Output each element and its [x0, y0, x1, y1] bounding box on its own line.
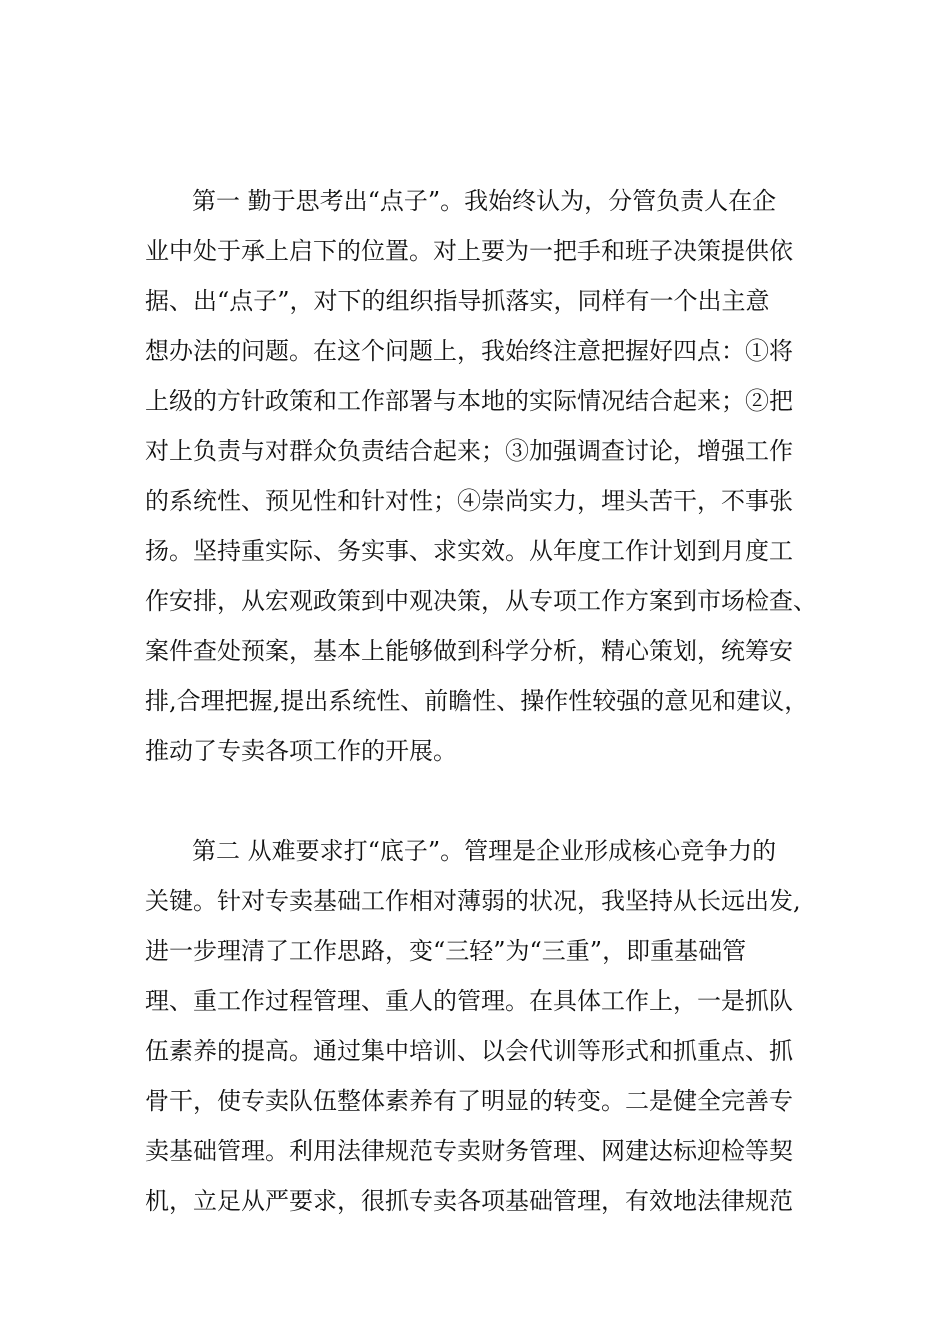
text-line: 排,合理把握,提出系统性、前瞻性、操作性较强的意见和建议，	[145, 687, 809, 715]
text-line: 第二 从难要求打“底子”。管理是企业形成核心竞争力的	[192, 837, 777, 865]
text-line: 想办法的问题。在这个问题上，我始终注意把握好四点：①将	[145, 337, 793, 365]
text-line: 据、出“点子”，对下的组织指导抓落实，同样有一个出主意	[145, 287, 770, 315]
text-line: 骨干，使专卖队伍整体素养有了明显的转变。二是健全完善专	[145, 1087, 793, 1115]
text-line: 上级的方针政策和工作部署与本地的实际情况结合起来；②把	[145, 387, 793, 415]
text-line: 的系统性、预见性和针对性；④崇尚实力，埋头苦干，不事张	[145, 487, 793, 515]
text-line: 卖基础管理。利用法律规范专卖财务管理、网建达标迎检等契	[145, 1137, 793, 1165]
text-line: 案件查处预案，基本上能够做到科学分析，精心策划，统筹安	[145, 637, 793, 665]
text-line: 扬。坚持重实际、务实事、求实效。从年度工作计划到月度工	[145, 537, 793, 565]
text-line: 伍素养的提高。通过集中培训、以会代训等形式和抓重点、抓	[145, 1037, 793, 1065]
text-line: 机，立足从严要求，很抓专卖各项基础管理，有效地法律规范	[145, 1187, 793, 1215]
text-line: 推动了专卖各项工作的开展。	[145, 737, 457, 765]
text-line: 进一步理清了工作思路，变“三轻”为“三重”，即重基础管	[145, 937, 747, 965]
text-line: 关键。针对专卖基础工作相对薄弱的状况，我坚持从长远出发,	[145, 887, 801, 915]
text-line: 理、重工作过程管理、重人的管理。在具体工作上，一是抓队	[145, 987, 793, 1015]
text-line: 作安排，从宏观政策到中观决策，从专项工作方案到市场检查、	[145, 587, 817, 615]
text-line: 业中处于承上启下的位置。对上要为一把手和班子决策提供依	[145, 237, 793, 265]
text-line: 对上负责与对群众负责结合起来；③加强调查讨论，增强工作	[145, 437, 793, 465]
text-line: 第一 勤于思考出“点子”。我始终认为，分管负责人在企	[192, 187, 777, 215]
